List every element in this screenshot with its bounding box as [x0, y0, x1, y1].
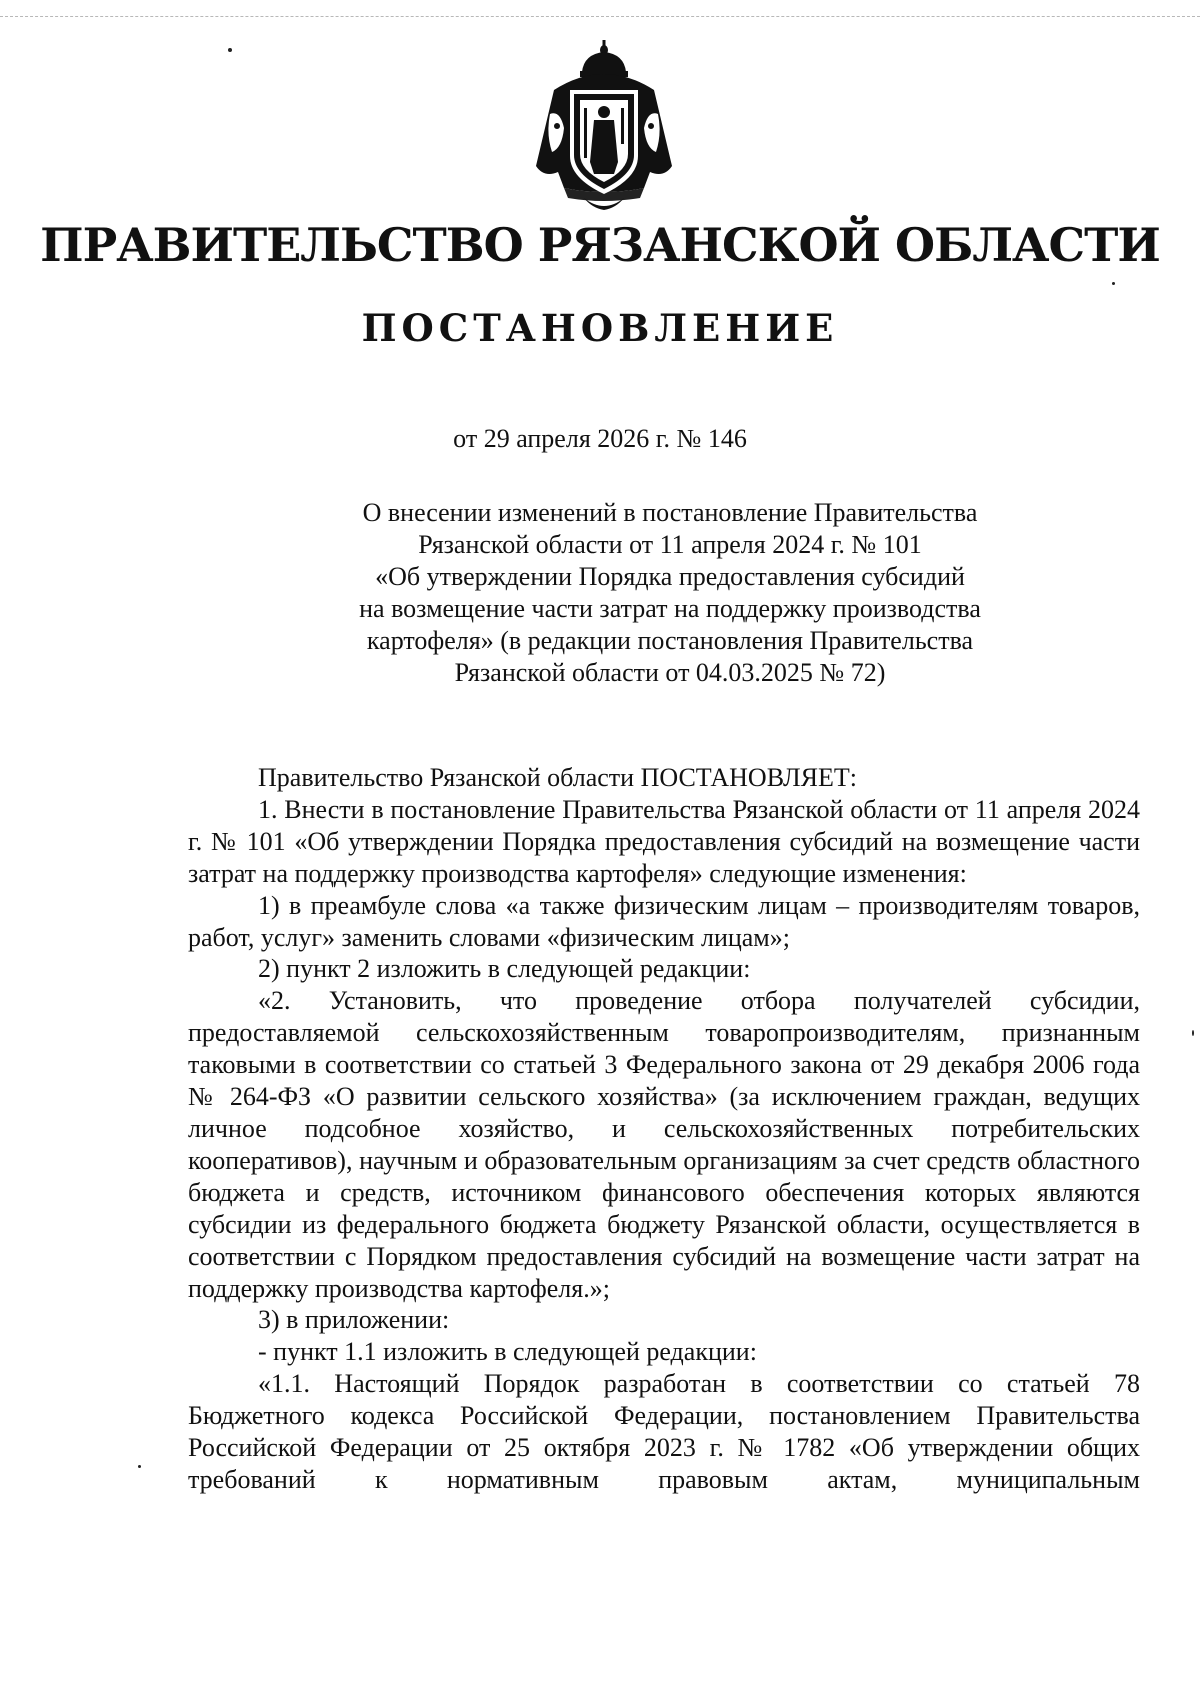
subject-line: картофеля» (в редакции постановления Правительства	[366, 626, 974, 655]
subject-line: «Об утверждении Порядка предоставления субсидий	[375, 562, 965, 591]
scan-speck	[138, 1465, 141, 1468]
body-paragraph: 2) пункт 2 изложить в следующей редакции:	[258, 954, 751, 984]
scan-speck	[228, 48, 232, 52]
body-paragraph: - пункт 1.1 изложить в следующей редакции:	[258, 1337, 757, 1367]
scan-speck	[1192, 1030, 1194, 1036]
body-paragraph: «2. Установить, что проведение отбора получателей субсидии, предоставляемой сельскохозяйственным товаропроизводителям, признанным таковыми в соответствии со статьей 3 Федерального закона от 29 декабря 2006 года № 264-ФЗ «О развитии сельского хозяйства» (за исключением граждан, ведущих личное подсобное хозяйство, и сельскохозяйственных потребительских кооперативов), научным и образовательным организациям за счет средств областного бюджета и средств, источником финансового обеспечения которых являются субсидии из федерального бюджета бюджету Рязанской области, осуществляется в соответствии с Порядком предоставления субсидий на возмещение части затрат на поддержку производства картофеля.»;	[188, 986, 1140, 1303]
subject-line: на возмещение части затрат на поддержку производства	[359, 594, 981, 623]
document-subject	[300, 497, 1040, 689]
body-paragraph: 1. Внести в постановление Правительства Рязанской области от 11 апреля 2024 г. № 101 «Об утверждении Порядка предоставления субсидий на возмещение части затрат на поддержку производства картофеля» следующие изменения:	[188, 794, 1140, 888]
body-paragraph: 3) в приложении:	[258, 1305, 450, 1335]
scan-edge-line	[0, 16, 1200, 17]
document-body	[188, 762, 1140, 1496]
body-paragraph: «1.1. Настоящий Порядок разработан в соответствии со статьей 78 Бюджетного кодекса Российской Федерации, постановлением Правительства Российской Федерации от 25 октября 2023 г. № 1782 «Об утверждении общих требований к нормативным правовым актам, муниципальным	[188, 1369, 1140, 1494]
government-title: ПРАВИТЕЛЬСТВО РЯЗАНСКОЙ ОБЛАСТИ	[40, 218, 1160, 272]
subject-line: Рязанской области от 11 апреля 2024 г. № 101	[418, 530, 922, 559]
subject-line: Рязанской области от 04.03.2025 № 72)	[454, 658, 886, 687]
document-type: ПОСТАНОВЛЕНИЕ	[361, 306, 839, 350]
coat-of-arms-icon	[524, 38, 684, 216]
subject-line: О внесении изменений в постановление Правительства	[362, 498, 978, 527]
scan-speck	[1112, 282, 1115, 285]
document-date-number: от 29 апреля 2026 г. № 146	[453, 424, 747, 453]
body-paragraph: Правительство Рязанской области ПОСТАНОВЛЯЕТ:	[258, 763, 858, 792]
body-paragraph: 1) в преамбуле слова «а также физическим лицам – производителям товаров, работ, услуг» заменить словами «физическим лицам»;	[188, 890, 1140, 952]
